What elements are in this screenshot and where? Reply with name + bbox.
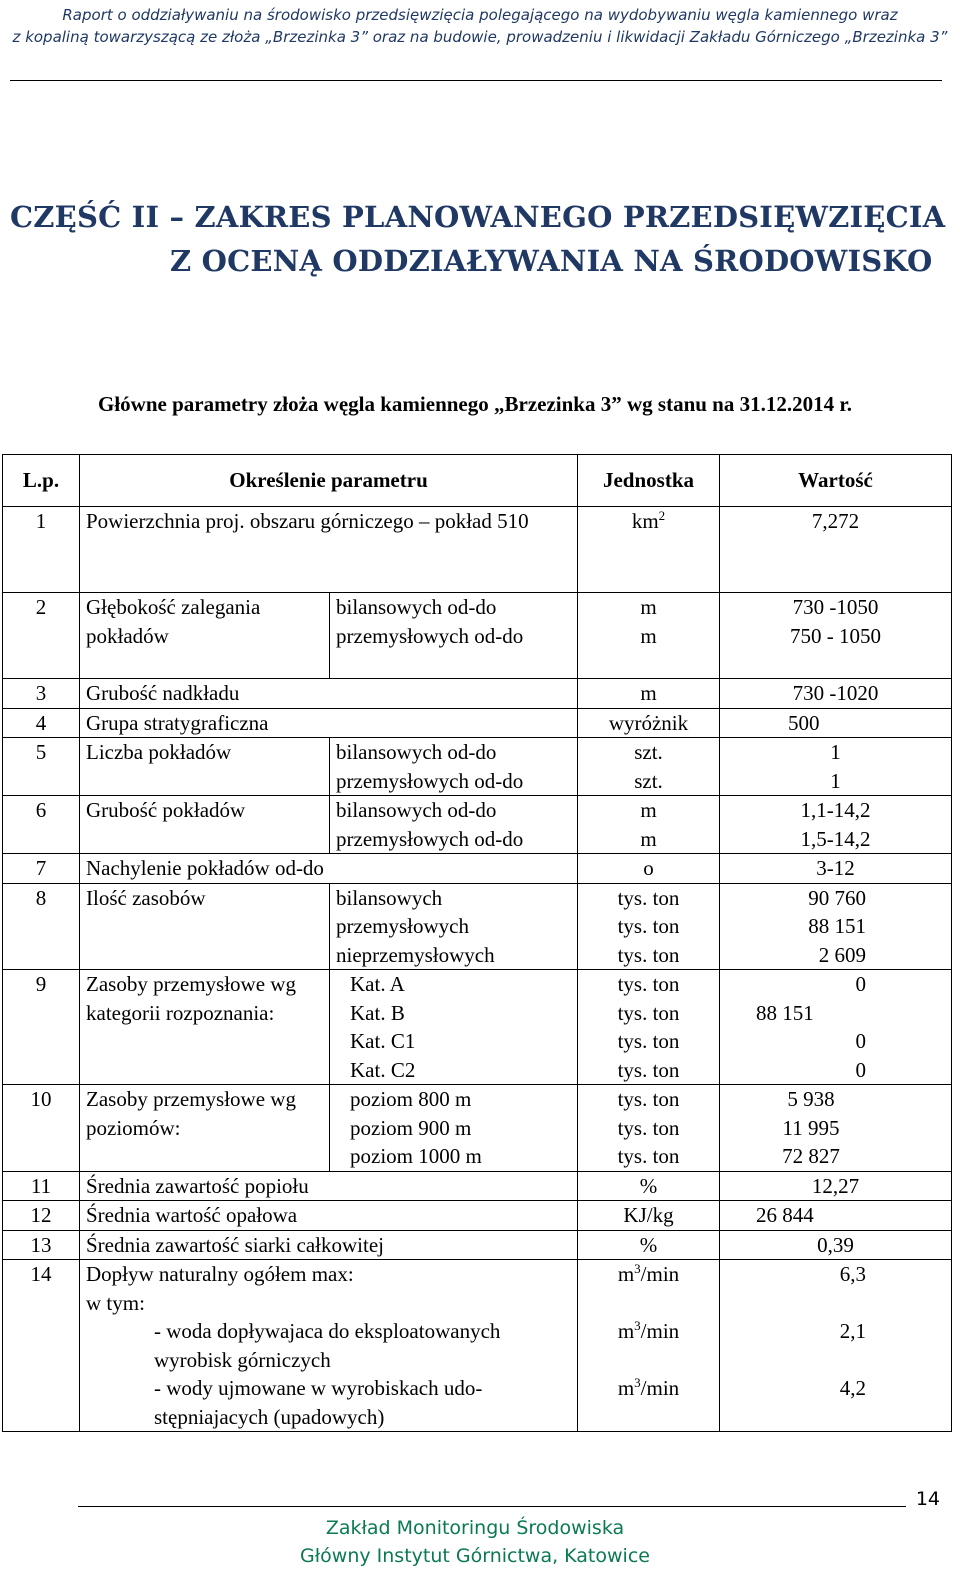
unit-line: tys. ton [617,1029,680,1053]
row-name [80,507,578,593]
row-lp: 2 [3,593,80,679]
header-line-2: z kopaliną towarzyszącą ze złoża „Brzezinka 3” oraz na budowie, prowadzeniu i likwidacji Zakładu Górniczego „Brzezinka 3” [12,28,948,46]
unit-line: m [640,826,657,851]
row-unit [578,883,720,970]
table-row [3,593,952,679]
row-value: 3-12 [720,854,952,884]
value-line: 0 [855,1057,866,1082]
sub-line: przemysłowych [336,914,469,938]
row-value [720,883,952,970]
row-lp: 11 [3,1171,80,1201]
row-name: Grubość nadkładu [80,679,578,709]
table-row [3,854,952,884]
row-lp: 9 [3,970,80,1085]
table-row [3,738,952,796]
row-unit: KJ/kg [578,1201,720,1231]
sub-line: Kat. A [350,972,405,996]
row-lp: 13 [3,1230,80,1260]
row-unit: o [578,854,720,884]
value-line: 1,5-14,2 [800,826,871,851]
value-line: 1 [830,768,841,793]
row-value: 500 [720,708,952,738]
value-line: 1,1-14,2 [800,798,871,822]
row-value [720,796,952,854]
value-line: 5 938 [787,1087,835,1111]
value-line: 1 [830,740,841,764]
unit-superscript: 3 [634,1261,641,1276]
unit-line: tys. ton [617,1000,680,1025]
row-value: 7,272 [720,507,952,593]
unit-base: m [617,1262,635,1286]
row-name: Grubość pokładów [80,796,330,854]
value-line: 2 609 [818,942,866,967]
value-line: 0 [855,1029,866,1053]
row-name-text: Powierzchnia proj. obszaru górniczego – pokład 510 [86,509,529,533]
unit-m3-min [578,1317,719,1346]
sub-line: Kat. C1 [350,1029,416,1053]
value-line: 750 - 1050 [790,623,881,648]
row-lp: 14 [3,1260,80,1432]
row-lp: 8 [3,883,80,970]
row-name: Średnia zawartość siarki całkowitej [80,1230,578,1260]
unit-tail: /min [640,1319,680,1343]
sub-line: Kat. C2 [350,1057,416,1082]
row-unit: m [578,679,720,709]
unit-line: szt. [634,768,663,793]
unit-m3-min [578,1374,719,1403]
row-lp: 3 [3,679,80,709]
unit-line: szt. [634,740,663,764]
document-header [0,4,960,48]
table-row [3,1085,952,1172]
inflow-sub-1-line-2: wyrobisk górniczych [154,1347,331,1372]
unit-line: m [640,798,657,822]
value-line: 0 [855,972,866,996]
row-unit [578,738,720,796]
header-line-1: Raport o oddziaływaniu na środowisko przedsięwzięcia polegającego na wydobywaniu węgla kamiennego wraz [62,6,898,24]
row-unit [578,593,720,679]
row-name: Liczba pokładów [80,738,330,796]
row-value [720,1085,952,1172]
row-unit: % [578,1171,720,1201]
sub-line: nieprzemysłowych [336,942,495,967]
table-caption: Główne parametry złoża węgla kamiennego „Brzezinka 3” wg stanu na 31.12.2014 r. [97,392,852,416]
document-footer [0,1514,950,1570]
part-title-line-1: CZĘŚĆ II – ZAKRES PLANOWANEGO PRZEDSIĘWZIĘCIA [10,200,946,234]
value-line: 72 827 [782,1144,840,1168]
row-value: 730 -1020 [720,679,952,709]
part-title-line-2: Z OCENĄ ODDZIAŁYWANIA NA ŚRODOWISKO [170,244,933,278]
table-row [3,679,952,709]
value-line: 2,1 [839,1319,866,1343]
table-row [3,507,952,593]
inflow-total-label: Dopływ naturalny ogółem max: [86,1262,354,1286]
row-value [720,1260,952,1432]
footer-divider [78,1506,906,1507]
row-name: Średnia zawartość popiołu [80,1171,578,1201]
value-column [756,1085,866,1171]
row-value: 26 844 [720,1201,952,1231]
row-name: Nachylenie pokładów od-do [80,854,578,884]
value-line: 90 760 [808,885,866,910]
value-line: 6,3 [839,1262,866,1286]
row-lp: 12 [3,1201,80,1231]
sub-line: poziom 800 m [350,1087,472,1111]
unit-line: m [640,623,657,648]
row-sub [330,796,578,854]
unit-superscript: 2 [658,508,666,523]
unit-tail: /min [640,1376,680,1400]
table-row [3,1230,952,1260]
header-lp: L.p. [3,455,80,507]
unit-base: m [617,1319,635,1343]
unit-superscript: 3 [634,1318,641,1333]
row-name: Zasoby przemysłowe wg poziomów: [80,1085,330,1172]
unit-base: m [617,1376,635,1400]
sub-line: bilansowych od-do [336,595,497,619]
unit-line: tys. ton [617,914,680,938]
row-unit [578,1085,720,1172]
row-unit: % [578,1230,720,1260]
unit-line: tys. ton [617,1087,680,1111]
header-unit: Jednostka [578,455,720,507]
header-value: Wartość [720,455,952,507]
row-unit: wyróżnik [578,708,720,738]
sub-line: bilansowych od-do [336,798,497,822]
row-lp: 6 [3,796,80,854]
row-unit [578,796,720,854]
row-value [720,970,952,1085]
inflow-sub-1-line-1: - woda dopływajaca do eksploatowanych [154,1319,501,1343]
value-line: 88 151 [756,1000,814,1025]
unit-line: tys. ton [617,1057,680,1082]
footer-line-1: Zakład Monitoringu Środowiska [325,1517,625,1539]
row-value [720,738,952,796]
table-header-row [3,455,952,507]
row-unit [578,1260,720,1432]
sub-line: bilansowych od-do [336,740,497,764]
inflow-in-that-label: w tym: [86,1290,145,1315]
unit-line: tys. ton [617,972,680,996]
unit-superscript: 3 [634,1375,641,1390]
sub-line: przemysłowych od-do [336,826,524,851]
value-column [756,1260,866,1403]
unit-base: km [631,509,659,533]
table-row [3,883,952,970]
row-lp: 5 [3,738,80,796]
row-sub [330,883,578,970]
row-name: Głębokość zalegania pokładów [80,593,330,679]
table-row [3,1171,952,1201]
sub-line: bilansowych [336,885,443,910]
row-value [720,593,952,679]
value-column [756,970,866,1084]
footer-line-2: Główny Instytut Górnictwa, Katowice [300,1545,650,1567]
unit-line: tys. ton [617,942,680,967]
unit-m3-min [578,1260,719,1289]
header-param: Określenie parametru [80,455,578,507]
unit-tail: /min [640,1262,680,1286]
row-sub [330,593,578,679]
sub-line: Kat. B [350,1000,405,1025]
unit-km2 [632,509,665,533]
row-lp: 4 [3,708,80,738]
row-name [80,1260,578,1432]
sub-line: przemysłowych od-do [336,768,524,793]
table-row [3,796,952,854]
unit-line: tys. ton [617,1144,680,1168]
unit-line: tys. ton [617,885,680,910]
table-row [3,970,952,1085]
unit-line: tys. ton [617,1115,680,1140]
row-value: 12,27 [720,1171,952,1201]
parameters-table [2,454,952,1432]
value-line: 730 -1050 [792,595,879,619]
row-name: Grupa stratygraficzna [80,708,578,738]
value-line: 4,2 [839,1376,866,1400]
row-lp: 10 [3,1085,80,1172]
value-line: 88 151 [808,914,866,938]
sub-line: poziom 900 m [350,1115,472,1140]
row-lp: 7 [3,854,80,884]
value-line: 11 995 [782,1115,840,1140]
row-name: Ilość zasobów [80,883,330,970]
table-row [3,708,952,738]
row-name: Średnia wartość opałowa [80,1201,578,1231]
row-sub [330,1085,578,1172]
sub-line: przemysłowych od-do [336,623,524,648]
row-lp: 1 [3,507,80,593]
row-sub [330,970,578,1085]
unit-line: m [640,595,657,619]
table-row [3,1260,952,1432]
row-value: 0,39 [720,1230,952,1260]
header-divider [10,80,942,81]
page-number: 14 [915,1488,940,1510]
inflow-sub-2-line-1: - wody ujmowane w wyrobiskach udo- [154,1376,483,1400]
row-name: Zasoby przemysłowe wg kategorii rozpoznania: [80,970,330,1085]
inflow-sub-2-line-2: stępniajacych (upadowych) [154,1404,385,1429]
row-unit [578,970,720,1085]
row-unit [578,507,720,593]
row-sub [330,738,578,796]
value-column [756,884,866,970]
table-row [3,1201,952,1231]
sub-line: poziom 1000 m [350,1144,482,1168]
